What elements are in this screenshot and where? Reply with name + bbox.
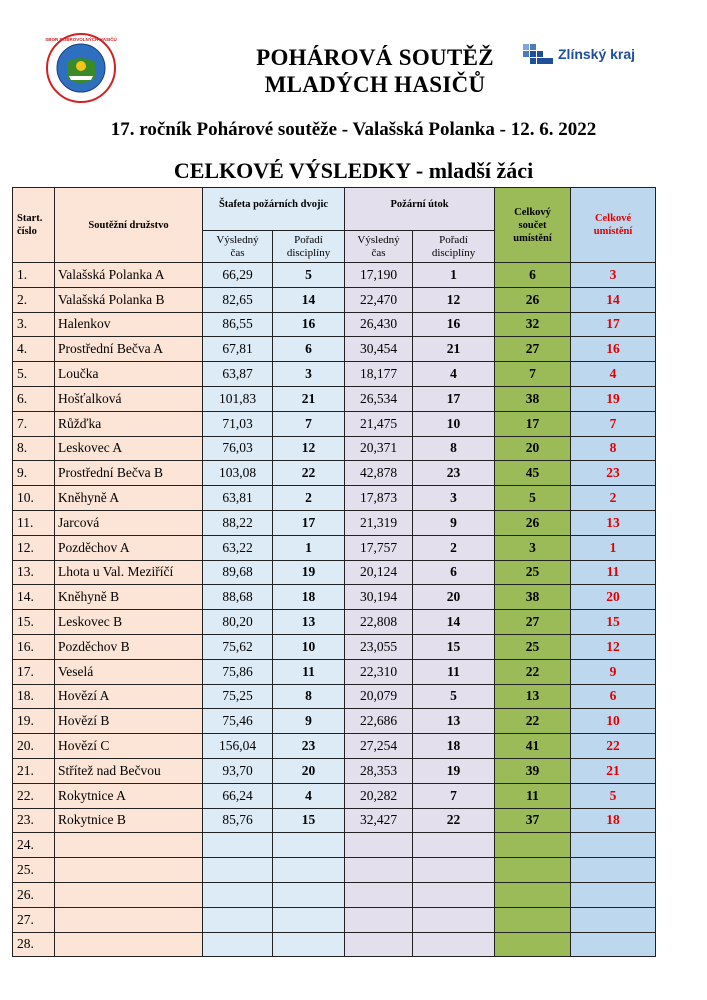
- attack-rank: [413, 833, 495, 858]
- table-row: [13, 783, 656, 808]
- total-sum: 20: [495, 436, 571, 461]
- team-name: [55, 932, 203, 957]
- overall-place: 11: [571, 560, 656, 585]
- relay-rank: 7: [273, 411, 345, 436]
- team-name: Lhota u Val. Meziříčí: [55, 560, 203, 585]
- total-sum: 6: [495, 263, 571, 288]
- relay-rank: 5: [273, 263, 345, 288]
- relay-time: 67,81: [203, 337, 273, 362]
- table-row: [13, 684, 656, 709]
- team-name: Kněhyně B: [55, 585, 203, 610]
- table-row: [13, 932, 656, 957]
- attack-time: 21,319: [345, 510, 413, 535]
- total-sum: 45: [495, 461, 571, 486]
- total-sum: 38: [495, 386, 571, 411]
- team-name: Kněhyně A: [55, 486, 203, 511]
- row-number: 7.: [13, 411, 55, 436]
- overall-place: [571, 858, 656, 883]
- attack-time: [345, 882, 413, 907]
- attack-rank: 2: [413, 535, 495, 560]
- total-sum: 5: [495, 486, 571, 511]
- attack-time: 42,878: [345, 461, 413, 486]
- relay-rank: 10: [273, 634, 345, 659]
- relay-rank: 22: [273, 461, 345, 486]
- total-sum: 39: [495, 758, 571, 783]
- competition-subtitle: 17. ročník Pohárové soutěže - Valašská Polanka - 12. 6. 2022: [110, 119, 597, 140]
- attack-time: 23,055: [345, 634, 413, 659]
- row-number: 18.: [13, 684, 55, 709]
- table-row: [13, 882, 656, 907]
- relay-time: 103,08: [203, 461, 273, 486]
- relay-rank: [273, 858, 345, 883]
- attack-time: [345, 858, 413, 883]
- row-number: 5.: [13, 362, 55, 387]
- sdh-logo: [45, 32, 117, 104]
- attack-rank: 8: [413, 436, 495, 461]
- team-name: Pozděchov A: [55, 535, 203, 560]
- row-number: 24.: [13, 833, 55, 858]
- overall-place: 16: [571, 337, 656, 362]
- attack-time: [345, 833, 413, 858]
- attack-rank: 21: [413, 337, 495, 362]
- overall-place: 6: [571, 684, 656, 709]
- attack-rank: 10: [413, 411, 495, 436]
- header-attack-rank: Pořadí disciplíny: [413, 231, 495, 263]
- attack-time: [345, 907, 413, 932]
- relay-time: 85,76: [203, 808, 273, 833]
- total-sum: 22: [495, 659, 571, 684]
- attack-time: 26,534: [345, 386, 413, 411]
- attack-time: 17,190: [345, 263, 413, 288]
- attack-rank: 20: [413, 585, 495, 610]
- attack-rank: 9: [413, 510, 495, 535]
- row-number: 14.: [13, 585, 55, 610]
- table-row: [13, 411, 656, 436]
- relay-rank: 16: [273, 312, 345, 337]
- relay-time: 88,68: [203, 585, 273, 610]
- team-name: [55, 882, 203, 907]
- header-relay-rank: Pořadí disciplíny: [273, 231, 345, 263]
- relay-rank: 21: [273, 386, 345, 411]
- attack-rank: 19: [413, 758, 495, 783]
- attack-time: 17,757: [345, 535, 413, 560]
- attack-time: 17,873: [345, 486, 413, 511]
- row-number: 10.: [13, 486, 55, 511]
- overall-place: 15: [571, 610, 656, 635]
- overall-place: 18: [571, 808, 656, 833]
- row-number: 11.: [13, 510, 55, 535]
- overall-place: [571, 907, 656, 932]
- total-sum: 37: [495, 808, 571, 833]
- team-name: Leskovec B: [55, 610, 203, 635]
- header-total-sum: Celkový součet umístění: [495, 188, 571, 263]
- total-sum: 41: [495, 734, 571, 759]
- overall-place: 13: [571, 510, 656, 535]
- relay-time: 66,24: [203, 783, 273, 808]
- total-sum: [495, 907, 571, 932]
- total-sum: 13: [495, 684, 571, 709]
- row-number: 12.: [13, 535, 55, 560]
- total-sum: 38: [495, 585, 571, 610]
- table-row: [13, 386, 656, 411]
- table-row: [13, 709, 656, 734]
- overall-place: 4: [571, 362, 656, 387]
- relay-rank: 23: [273, 734, 345, 759]
- overall-place: 21: [571, 758, 656, 783]
- attack-time: 30,194: [345, 585, 413, 610]
- team-name: Veselá: [55, 659, 203, 684]
- relay-rank: [273, 833, 345, 858]
- attack-time: 20,282: [345, 783, 413, 808]
- zlinsky-kraj-logo: [523, 44, 635, 64]
- total-sum: 17: [495, 411, 571, 436]
- table-row: [13, 858, 656, 883]
- table-row: [13, 808, 656, 833]
- team-name: Hovězí A: [55, 684, 203, 709]
- team-name: Rokytnice A: [55, 783, 203, 808]
- table-row: [13, 758, 656, 783]
- relay-time: 75,86: [203, 659, 273, 684]
- relay-rank: 17: [273, 510, 345, 535]
- table-row: [13, 734, 656, 759]
- attack-rank: 12: [413, 287, 495, 312]
- relay-rank: [273, 932, 345, 957]
- relay-time: 86,55: [203, 312, 273, 337]
- title-line-1: POHÁROVÁ SOUTĚŽ: [256, 45, 494, 70]
- relay-time: 63,87: [203, 362, 273, 387]
- relay-time: 66,29: [203, 263, 273, 288]
- row-number: 4.: [13, 337, 55, 362]
- total-sum: 7: [495, 362, 571, 387]
- attack-time: 20,124: [345, 560, 413, 585]
- total-sum: [495, 858, 571, 883]
- table-row: [13, 610, 656, 635]
- attack-rank: [413, 907, 495, 932]
- attack-rank: 5: [413, 684, 495, 709]
- relay-rank: 2: [273, 486, 345, 511]
- table-row: [13, 312, 656, 337]
- relay-time: 71,03: [203, 411, 273, 436]
- total-sum: 32: [495, 312, 571, 337]
- team-name: Rokytnice B: [55, 808, 203, 833]
- region-logo-icon: [523, 44, 553, 64]
- attack-time: 18,177: [345, 362, 413, 387]
- attack-rank: 16: [413, 312, 495, 337]
- relay-rank: 12: [273, 436, 345, 461]
- row-number: 2.: [13, 287, 55, 312]
- relay-time: [203, 833, 273, 858]
- total-sum: 22: [495, 709, 571, 734]
- relay-time: [203, 882, 273, 907]
- relay-time: [203, 858, 273, 883]
- attack-rank: 1: [413, 263, 495, 288]
- relay-rank: 9: [273, 709, 345, 734]
- attack-rank: 23: [413, 461, 495, 486]
- total-sum: 27: [495, 337, 571, 362]
- row-number: 21.: [13, 758, 55, 783]
- total-sum: 26: [495, 287, 571, 312]
- relay-time: 63,22: [203, 535, 273, 560]
- team-name: Hovězí C: [55, 734, 203, 759]
- row-number: 26.: [13, 882, 55, 907]
- attack-time: 28,353: [345, 758, 413, 783]
- attack-time: 26,430: [345, 312, 413, 337]
- total-sum: [495, 833, 571, 858]
- total-sum: [495, 882, 571, 907]
- relay-time: [203, 907, 273, 932]
- overall-place: [571, 882, 656, 907]
- attack-rank: 4: [413, 362, 495, 387]
- overall-place: 1: [571, 535, 656, 560]
- table-row: [13, 510, 656, 535]
- team-name: Leskovec A: [55, 436, 203, 461]
- team-name: Prostřední Bečva A: [55, 337, 203, 362]
- row-number: 28.: [13, 932, 55, 957]
- relay-rank: 4: [273, 783, 345, 808]
- relay-time: 75,62: [203, 634, 273, 659]
- overall-place: 14: [571, 287, 656, 312]
- overall-place: 23: [571, 461, 656, 486]
- row-number: 22.: [13, 783, 55, 808]
- table-row: [13, 486, 656, 511]
- overall-place: 12: [571, 634, 656, 659]
- region-name: Zlínský kraj: [558, 46, 636, 62]
- relay-rank: 1: [273, 535, 345, 560]
- table-row: [13, 907, 656, 932]
- row-number: 13.: [13, 560, 55, 585]
- table-row: [13, 461, 656, 486]
- attack-rank: 11: [413, 659, 495, 684]
- header-attack-time: Výsledný čas: [345, 231, 413, 263]
- overall-place: 20: [571, 585, 656, 610]
- attack-time: 20,079: [345, 684, 413, 709]
- header-relay-time: Výsledný čas: [203, 231, 273, 263]
- attack-time: 22,310: [345, 659, 413, 684]
- row-number: 9.: [13, 461, 55, 486]
- relay-time: 88,22: [203, 510, 273, 535]
- total-sum: 25: [495, 560, 571, 585]
- relay-rank: 8: [273, 684, 345, 709]
- total-sum: 25: [495, 634, 571, 659]
- attack-rank: 17: [413, 386, 495, 411]
- overall-place: 10: [571, 709, 656, 734]
- relay-rank: [273, 882, 345, 907]
- results-heading: CELKOVÉ VÝSLEDKY - mladší žáci: [173, 158, 534, 183]
- total-sum: [495, 932, 571, 957]
- relay-time: 80,20: [203, 610, 273, 635]
- row-number: 19.: [13, 709, 55, 734]
- relay-rank: 15: [273, 808, 345, 833]
- team-name: [55, 858, 203, 883]
- table-row: [13, 585, 656, 610]
- row-number: 25.: [13, 858, 55, 883]
- attack-rank: 3: [413, 486, 495, 511]
- attack-rank: 14: [413, 610, 495, 635]
- team-name: Jarcová: [55, 510, 203, 535]
- overall-place: 22: [571, 734, 656, 759]
- team-name: Hošťalková: [55, 386, 203, 411]
- table-row: [13, 337, 656, 362]
- team-name: Valašská Polanka A: [55, 263, 203, 288]
- total-sum: 11: [495, 783, 571, 808]
- relay-time: [203, 932, 273, 957]
- relay-rank: 18: [273, 585, 345, 610]
- results-table: [12, 187, 656, 957]
- table-row: [13, 287, 656, 312]
- header-overall-place: Celkové umístění: [571, 188, 656, 263]
- attack-time: 30,454: [345, 337, 413, 362]
- attack-rank: 15: [413, 634, 495, 659]
- attack-rank: 13: [413, 709, 495, 734]
- relay-rank: 6: [273, 337, 345, 362]
- overall-place: 5: [571, 783, 656, 808]
- relay-time: 89,68: [203, 560, 273, 585]
- team-name: Halenkov: [55, 312, 203, 337]
- attack-time: 20,371: [345, 436, 413, 461]
- header-start-number: Start. číslo: [13, 188, 55, 263]
- team-name: [55, 907, 203, 932]
- attack-time: 27,254: [345, 734, 413, 759]
- table-row: [13, 833, 656, 858]
- table-row: [13, 535, 656, 560]
- team-name: Loučka: [55, 362, 203, 387]
- row-number: 23.: [13, 808, 55, 833]
- attack-rank: 7: [413, 783, 495, 808]
- relay-rank: 19: [273, 560, 345, 585]
- attack-time: 32,427: [345, 808, 413, 833]
- team-name: Prostřední Bečva B: [55, 461, 203, 486]
- relay-time: 101,83: [203, 386, 273, 411]
- team-name: Pozděchov B: [55, 634, 203, 659]
- attack-time: 22,808: [345, 610, 413, 635]
- row-number: 17.: [13, 659, 55, 684]
- title-line-2: MLADÝCH HASIČŮ: [264, 72, 486, 97]
- relay-rank: 3: [273, 362, 345, 387]
- overall-place: [571, 932, 656, 957]
- overall-place: 8: [571, 436, 656, 461]
- relay-time: 75,25: [203, 684, 273, 709]
- table-row: [13, 436, 656, 461]
- row-number: 20.: [13, 734, 55, 759]
- total-sum: 26: [495, 510, 571, 535]
- attack-rank: [413, 858, 495, 883]
- relay-time: 75,46: [203, 709, 273, 734]
- attack-time: 22,470: [345, 287, 413, 312]
- attack-rank: 6: [413, 560, 495, 585]
- row-number: 15.: [13, 610, 55, 635]
- table-row: [13, 263, 656, 288]
- table-row: [13, 634, 656, 659]
- relay-time: 93,70: [203, 758, 273, 783]
- table-row: [13, 362, 656, 387]
- attack-time: [345, 932, 413, 957]
- overall-place: 3: [571, 263, 656, 288]
- team-name: Hovězí B: [55, 709, 203, 734]
- overall-place: 7: [571, 411, 656, 436]
- relay-time: 82,65: [203, 287, 273, 312]
- relay-rank: 11: [273, 659, 345, 684]
- team-name: Valašská Polanka B: [55, 287, 203, 312]
- team-name: Střítež nad Bečvou: [55, 758, 203, 783]
- overall-place: 19: [571, 386, 656, 411]
- row-number: 8.: [13, 436, 55, 461]
- team-name: Růžďka: [55, 411, 203, 436]
- attack-rank: [413, 932, 495, 957]
- table-row: [13, 560, 656, 585]
- relay-rank: 14: [273, 287, 345, 312]
- overall-place: 9: [571, 659, 656, 684]
- relay-rank: 20: [273, 758, 345, 783]
- header-team: Soutěžní družstvo: [55, 188, 203, 263]
- logo-text: SBOR DOBROVOLNÝCH HASIČŮ: [45, 37, 117, 42]
- attack-time: 21,475: [345, 411, 413, 436]
- relay-time: 156,04: [203, 734, 273, 759]
- table-row: [13, 659, 656, 684]
- team-name: [55, 833, 203, 858]
- overall-place: 17: [571, 312, 656, 337]
- row-number: 27.: [13, 907, 55, 932]
- header-relay: Štafeta požárních dvojic: [203, 188, 345, 231]
- relay-time: 76,03: [203, 436, 273, 461]
- header-attack: Požární útok: [345, 188, 495, 231]
- row-number: 6.: [13, 386, 55, 411]
- relay-rank: [273, 907, 345, 932]
- overall-place: [571, 833, 656, 858]
- attack-time: 22,686: [345, 709, 413, 734]
- relay-time: 63,81: [203, 486, 273, 511]
- attack-rank: 22: [413, 808, 495, 833]
- row-number: 16.: [13, 634, 55, 659]
- row-number: 3.: [13, 312, 55, 337]
- relay-rank: 13: [273, 610, 345, 635]
- attack-rank: [413, 882, 495, 907]
- total-sum: 3: [495, 535, 571, 560]
- attack-rank: 18: [413, 734, 495, 759]
- total-sum: 27: [495, 610, 571, 635]
- row-number: 1.: [13, 263, 55, 288]
- overall-place: 2: [571, 486, 656, 511]
